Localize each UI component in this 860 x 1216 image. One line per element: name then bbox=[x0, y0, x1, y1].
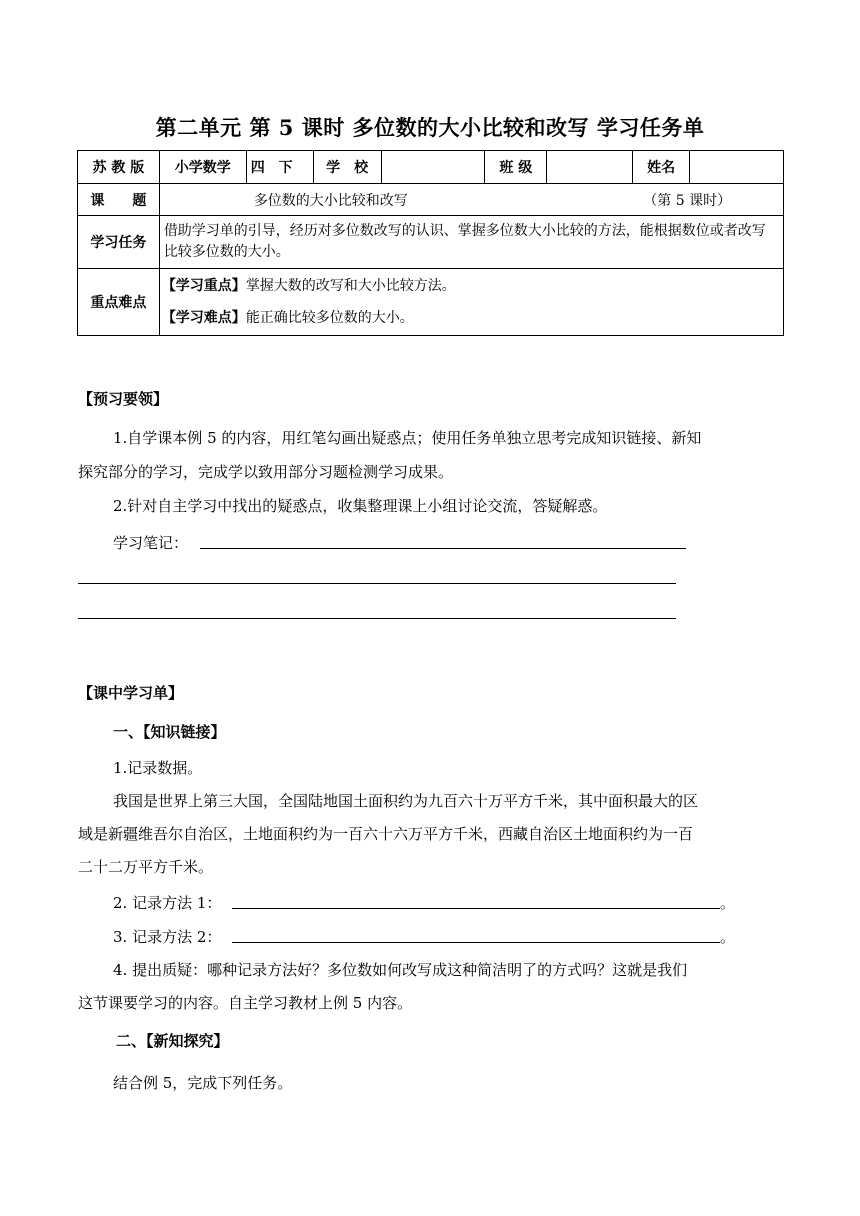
class-label: 班 级 bbox=[485, 151, 547, 184]
knowledge-link-heading: 一、【知识链接】 bbox=[113, 723, 226, 741]
new-knowledge-heading: 二、【新知探究】 bbox=[116, 1032, 229, 1050]
school-field[interactable] bbox=[381, 151, 485, 184]
method1-label: 2. 记录方法 1： bbox=[113, 894, 222, 912]
class-sheet-heading: 【课中学习单】 bbox=[78, 684, 184, 702]
method2-answer-line[interactable] bbox=[232, 942, 720, 943]
name-label: 姓名 bbox=[633, 151, 690, 184]
preview-item2: 2.针对自主学习中找出的疑惑点，收集整理课上小组讨论交流，答疑解惑。 bbox=[113, 497, 608, 515]
preview-item1-line1: 1.自学课本例 5 的内容，用红笔勾画出疑惑点；使用任务单独立思考完成知识链接、新知 bbox=[113, 429, 702, 447]
method1-period: 。 bbox=[720, 894, 736, 912]
method1-answer-line[interactable] bbox=[232, 908, 720, 909]
method2-label: 3. 记录方法 2： bbox=[113, 928, 222, 946]
preview-heading: 【预习要领】 bbox=[78, 390, 169, 408]
para-line-3: 二十二万平方千米。 bbox=[78, 858, 214, 876]
question-line-2: 这节课要学习的内容。自主学习教材上例 5 内容。 bbox=[78, 994, 413, 1012]
subject-cell: 小学数学 bbox=[159, 151, 246, 184]
grade-cell: 四 下 bbox=[246, 151, 313, 184]
class-field[interactable] bbox=[547, 151, 633, 184]
task-value: 借助学习单的引导，经历对多位数改写的认识、掌握多位数大小比较的方法，能根据数位或者改写比较多位数的大小。 bbox=[159, 216, 783, 269]
new-knowledge-intro: 结合例 5，完成下列任务。 bbox=[113, 1074, 293, 1092]
name-field[interactable] bbox=[690, 151, 784, 184]
method2-period: 。 bbox=[720, 928, 736, 946]
task-label: 学习任务 bbox=[78, 216, 160, 269]
notes-line-1[interactable] bbox=[200, 548, 686, 549]
topic-label: 课 题 bbox=[78, 184, 160, 216]
record-data-item: 1.记录数据。 bbox=[113, 759, 203, 777]
publisher-cell: 苏 教 版 bbox=[78, 151, 160, 184]
key-point-line bbox=[162, 270, 779, 302]
difficulty-line bbox=[162, 302, 779, 334]
page-title: 第二单元 第 5 课时 多位数的大小比较和改写 学习任务单 bbox=[155, 115, 705, 140]
key-cell bbox=[159, 269, 783, 336]
difficulty-tag: 【学习难点】 bbox=[161, 310, 246, 326]
para-line-2: 域是新疆维吾尔自治区，土地面积约为一百六十六万平方千米，西藏自治区土地面积约为一百 bbox=[78, 825, 694, 843]
school-label: 学 校 bbox=[313, 151, 381, 184]
preview-item1-line2: 探究部分的学习，完成学以致用部分习题检测学习成果。 bbox=[78, 463, 454, 481]
info-table bbox=[77, 150, 784, 336]
notes-line-2[interactable] bbox=[78, 583, 676, 584]
lesson-number: （第 5 课时） bbox=[643, 192, 732, 209]
topic-value: 多位数的大小比较和改写 bbox=[253, 192, 408, 209]
key-label: 重点难点 bbox=[78, 269, 160, 336]
difficulty-text: 能正确比较多位数的大小。 bbox=[245, 310, 414, 326]
notes-line-3[interactable] bbox=[78, 618, 676, 619]
topic-cell bbox=[159, 184, 783, 216]
notes-label: 学习笔记： bbox=[113, 534, 189, 552]
key-point-text: 掌握大数的改写和大小比较方法。 bbox=[245, 278, 456, 294]
para-line-1: 我国是世界上第三大国，全国陆地国土面积约为九百六十万平方千米，其中面积最大的区 bbox=[113, 792, 699, 810]
question-line-1: 4. 提出质疑：哪种记录方法好？多位数如何改写成这种简洁明了的方式吗？这就是我们 bbox=[113, 961, 688, 979]
key-point-tag: 【学习重点】 bbox=[161, 278, 246, 294]
